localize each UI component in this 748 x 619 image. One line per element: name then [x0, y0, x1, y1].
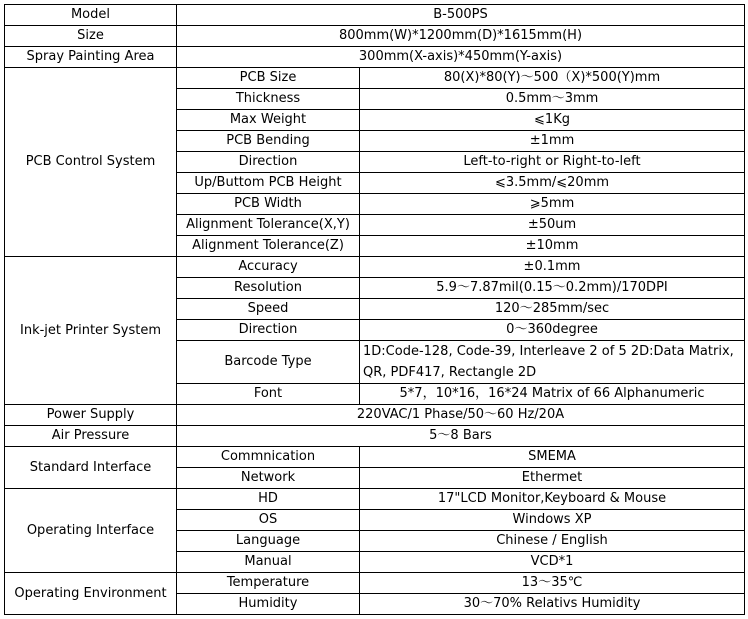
sub-label: PCB Bending	[177, 131, 360, 152]
sub-label: Network	[177, 468, 360, 489]
sub-value: 0～360degree	[360, 320, 745, 341]
sub-label: Commnication	[177, 447, 360, 468]
sub-value: Left-to-right or Right-to-left	[360, 152, 745, 173]
sub-label: Font	[177, 384, 360, 405]
sub-label: Max Weight	[177, 110, 360, 131]
sub-value: SMEMA	[360, 447, 745, 468]
row-value-size: 800mm(W)*1200mm(D)*1615mm(H)	[177, 26, 745, 47]
sub-label: Manual	[177, 552, 360, 573]
row-value-air: 5～8 Bars	[177, 426, 745, 447]
sub-label: Alignment Tolerance(Z)	[177, 236, 360, 257]
sub-label: Direction	[177, 152, 360, 173]
sub-value-barcode: 1D:Code-128, Code-39, Interleave 2 of 5 2D:Data Matrix, QR, PDF417, Rectangle 2D	[360, 341, 745, 384]
row-label-spray-area: Spray Painting Area	[5, 47, 177, 68]
table-row	[5, 26, 745, 47]
row-value-model: B-500PS	[177, 5, 745, 26]
row-value-power: 220VAC/1 Phase/50～60 Hz/20A	[177, 405, 745, 426]
table-row	[5, 257, 745, 278]
spec-table	[4, 4, 745, 615]
table-row	[5, 68, 745, 89]
sub-label: Direction	[177, 320, 360, 341]
group-label-inkjet: Ink-jet Printer System	[5, 257, 177, 405]
sub-label: HD	[177, 489, 360, 510]
row-value-spray-area: 300mm(X-axis)*450mm(Y-axis)	[177, 47, 745, 68]
sub-value: 17"LCD Monitor,Keyboard & Mouse	[360, 489, 745, 510]
row-label-power: Power Supply	[5, 405, 177, 426]
sub-value: ⩽3.5mm/⩽20mm	[360, 173, 745, 194]
sub-value: ⩾5mm	[360, 194, 745, 215]
table-row	[5, 5, 745, 26]
table-row	[5, 405, 745, 426]
sub-value: ±50um	[360, 215, 745, 236]
sub-label: Up/Buttom PCB Height	[177, 173, 360, 194]
group-label-operating-environment: Operating Environment	[5, 573, 177, 615]
table-row	[5, 573, 745, 594]
sub-label: Accuracy	[177, 257, 360, 278]
spec-table-container	[4, 4, 745, 615]
group-label-operating-interface: Operating Interface	[5, 489, 177, 573]
sub-label: Alignment Tolerance(X,Y)	[177, 215, 360, 236]
sub-label: Speed	[177, 299, 360, 320]
table-row	[5, 47, 745, 68]
sub-label: Resolution	[177, 278, 360, 299]
sub-label: Thickness	[177, 89, 360, 110]
sub-value: ±10mm	[360, 236, 745, 257]
sub-label: Humidity	[177, 594, 360, 615]
sub-value: 5*7，10*16，16*24 Matrix of 66 Alphanumeric	[360, 384, 745, 405]
sub-value: Chinese / English	[360, 531, 745, 552]
group-label-standard-interface: Standard Interface	[5, 447, 177, 489]
sub-label: Barcode Type	[177, 341, 360, 384]
table-row	[5, 426, 745, 447]
sub-value: Windows XP	[360, 510, 745, 531]
sub-value: ±1mm	[360, 131, 745, 152]
sub-label: Temperature	[177, 573, 360, 594]
sub-value: 80(X)*80(Y)～500（X)*500(Y)mm	[360, 68, 745, 89]
sub-value: 0.5mm～3mm	[360, 89, 745, 110]
table-row	[5, 489, 745, 510]
sub-value: Ethermet	[360, 468, 745, 489]
sub-value: 30～70% Relativs Humidity	[360, 594, 745, 615]
sub-label: OS	[177, 510, 360, 531]
sub-value: 5.9～7.87mil(0.15～0.2mm)/170DPI	[360, 278, 745, 299]
row-label-model: Model	[5, 5, 177, 26]
sub-label: PCB Size	[177, 68, 360, 89]
sub-label: Language	[177, 531, 360, 552]
sub-value: ±0.1mm	[360, 257, 745, 278]
table-row	[5, 447, 745, 468]
row-label-air: Air Pressure	[5, 426, 177, 447]
group-label-pcb-control: PCB Control System	[5, 68, 177, 257]
sub-value: ⩽1Kg	[360, 110, 745, 131]
sub-value: 120～285mm/sec	[360, 299, 745, 320]
sub-label: PCB Width	[177, 194, 360, 215]
sub-value: 13～35℃	[360, 573, 745, 594]
row-label-size: Size	[5, 26, 177, 47]
sub-value: VCD*1	[360, 552, 745, 573]
